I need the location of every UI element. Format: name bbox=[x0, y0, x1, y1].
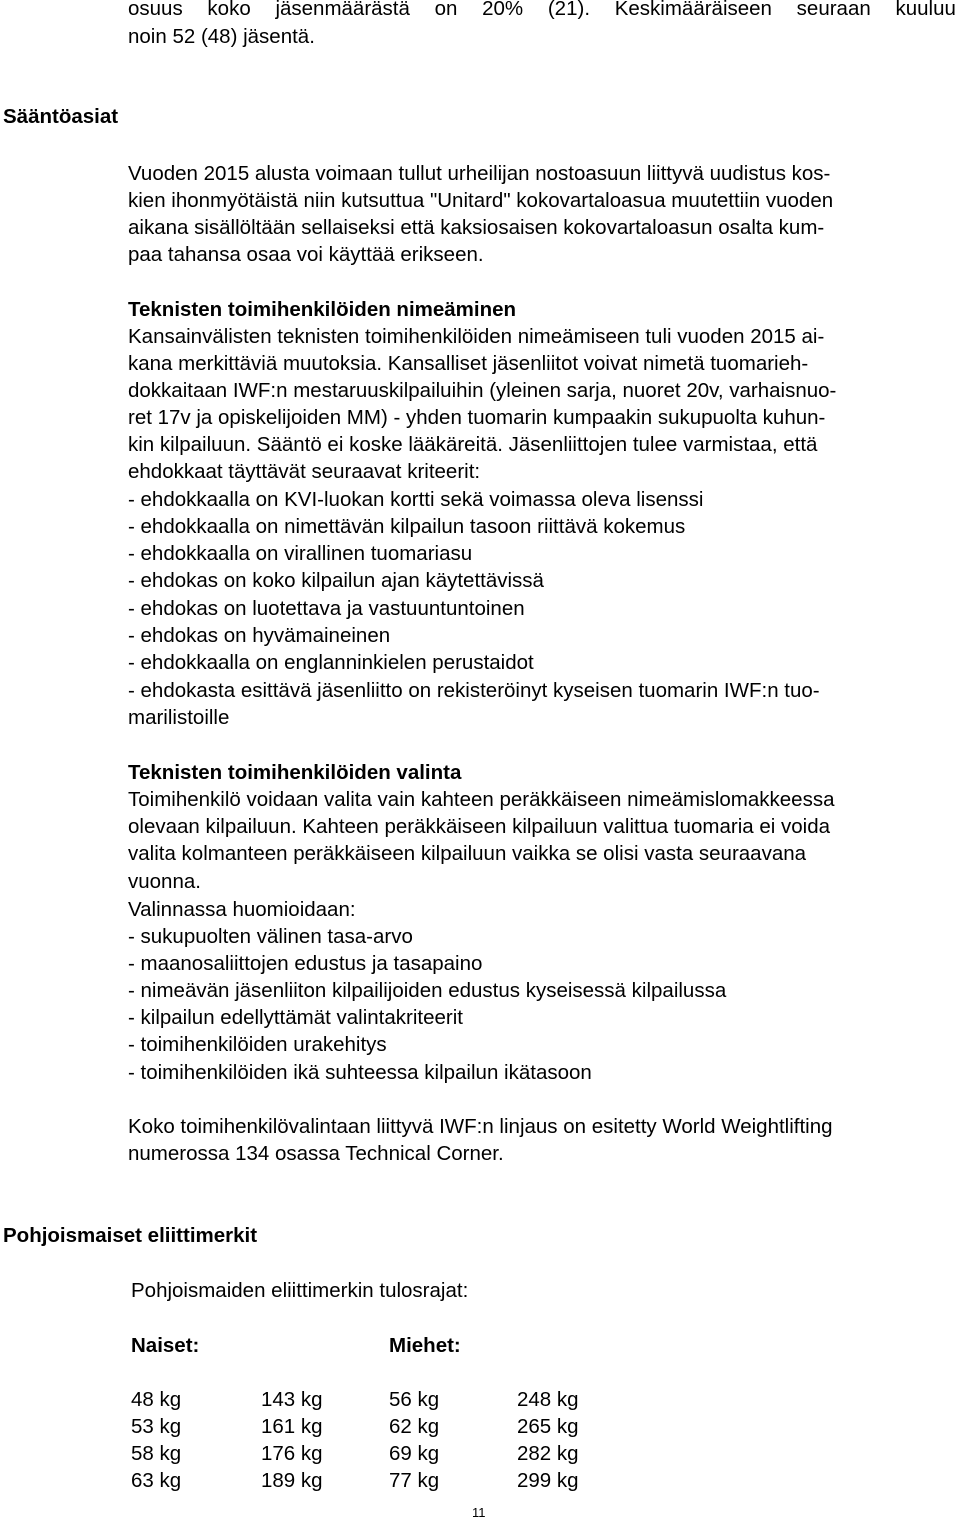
word: (21). bbox=[547, 0, 591, 20]
table-cell: 58 kg bbox=[131, 1442, 182, 1465]
nomination-criterion: - ehdokkaalla on KVI-luokan kortti sekä voimassa oleva lisenssi bbox=[128, 488, 704, 511]
table-cell: 62 kg bbox=[389, 1415, 440, 1438]
nomination-line: dokkaitaan IWF:n mestaruuskilpailuihin (yleinen sarja, nuoret 20v, varhaisnuo- bbox=[128, 379, 837, 402]
nomination-criterion: - ehdokasta esittävä jäsenliitto on rekisteröinyt kyseisen tuomarin IWF:n tuo- bbox=[128, 679, 820, 702]
nomination-line: kana merkittäviä muutoksia. Kansalliset jäsenliitot voivat nimetä tuomarieh- bbox=[128, 352, 809, 375]
selection-criterion: - sukupuolten välinen tasa-arvo bbox=[128, 925, 413, 948]
nomination-criterion: - ehdokkaalla on virallinen tuomariasu bbox=[128, 542, 473, 565]
selection-criteria-intro: Valinnassa huomioidaan: bbox=[128, 898, 356, 921]
nordic-intro: Pohjoismaiden eliittimerkin tulosrajat: bbox=[131, 1279, 469, 1302]
word: 20% bbox=[482, 0, 524, 20]
table-cell: 161 kg bbox=[261, 1415, 323, 1438]
word: koko bbox=[207, 0, 251, 20]
nomination-line: Kansainvälisten teknisten toimihenkilöiden nimeämiseen tuli vuoden 2015 ai- bbox=[128, 325, 825, 348]
table-cell: 299 kg bbox=[517, 1469, 579, 1492]
selection-criterion: - nimeävän jäsenliiton kilpailijoiden edustus kyseisessä kilpailussa bbox=[128, 979, 727, 1002]
table-cell: 248 kg bbox=[517, 1388, 579, 1411]
nomination-criterion: - ehdokas on koko kilpailun ajan käytettävissä bbox=[128, 569, 544, 592]
table-cell: 53 kg bbox=[131, 1415, 182, 1438]
nomination-line: ret 17v ja opiskelijoiden MM) - yhden tuomarin kumpaakin sukupuolta kuhun- bbox=[128, 406, 826, 429]
nomination-criterion: - ehdokkaalla on englanninkielen perustaidot bbox=[128, 651, 534, 674]
word: seuraan bbox=[796, 0, 871, 20]
section-heading-nomination: Teknisten toimihenkilöiden nimeäminen bbox=[128, 298, 517, 321]
table-cell: 63 kg bbox=[131, 1469, 182, 1492]
nomination-line: kin kilpailuun. Sääntö ei koske lääkäreitä. Jäsenliittojen tulee varmistaa, että bbox=[128, 433, 818, 456]
selection-line: valita kolmanteen peräkkäiseen kilpailuun vaikka se olisi vasta seuraavana bbox=[128, 842, 807, 865]
selection-line: Toimihenkilö voidaan valita vain kahteen peräkkäiseen nimeämislomakkeessa bbox=[128, 788, 835, 811]
word: jäsenmäärästä bbox=[275, 0, 410, 20]
word: kuuluu bbox=[895, 0, 956, 20]
rules-paragraph-line: Vuoden 2015 alusta voimaan tullut urheilijan nostoasuun liittyvä uudistus kos- bbox=[128, 162, 831, 185]
selection-criterion: - toimihenkilöiden ikä suhteessa kilpailun ikätasoon bbox=[128, 1061, 592, 1084]
nomination-line: ehdokkaat täyttävät seuraavat kriteerit: bbox=[128, 460, 481, 483]
selection-criterion: - toimihenkilöiden urakehitys bbox=[128, 1033, 387, 1056]
nomination-criterion: - ehdokas on hyvämaineinen bbox=[128, 624, 391, 647]
rules-paragraph-line: kien ihonmyötäistä niin kutsuttua "Unitard" kokovartaloasua muutettiin vuoden bbox=[128, 189, 834, 212]
selection-closing-line: Koko toimihenkilövalintaan liittyvä IWF:n linjaus on esitetty World Weightlifting bbox=[128, 1115, 833, 1138]
men-label: Miehet: bbox=[389, 1334, 461, 1357]
table-cell: 69 kg bbox=[389, 1442, 440, 1465]
nomination-criterion: - ehdokkaalla on nimettävän kilpailun tasoon riittävä kokemus bbox=[128, 515, 686, 538]
word: Keskimääräiseen bbox=[614, 0, 772, 20]
page-number: 11 bbox=[472, 1505, 486, 1520]
rules-paragraph-line: paa tahansa osaa voi käyttää erikseen. bbox=[128, 243, 484, 266]
word: on bbox=[434, 0, 458, 20]
table-cell: 265 kg bbox=[517, 1415, 579, 1438]
selection-line: vuonna. bbox=[128, 870, 201, 893]
nomination-criterion: marilistoille bbox=[128, 706, 230, 729]
table-cell: 282 kg bbox=[517, 1442, 579, 1465]
word: osuus bbox=[128, 0, 183, 20]
intro-line-2: noin 52 (48) jäsentä. bbox=[128, 25, 315, 48]
selection-closing-line: numerossa 134 osassa Technical Corner. bbox=[128, 1142, 504, 1165]
rules-paragraph-line: aikana sisällöltään sellaiseksi että kaksiosaisen kokovartaloasun osalta kum- bbox=[128, 216, 825, 239]
section-heading-rules: Sääntöasiat bbox=[3, 105, 119, 128]
table-cell: 176 kg bbox=[261, 1442, 323, 1465]
intro-line-1 bbox=[128, 0, 956, 22]
selection-line: olevaan kilpailuun. Kahteen peräkkäiseen kilpailuun valittua tuomaria ei voida bbox=[128, 815, 831, 838]
section-heading-selection: Teknisten toimihenkilöiden valinta bbox=[128, 761, 462, 784]
table-cell: 56 kg bbox=[389, 1388, 440, 1411]
section-heading-nordic: Pohjoismaiset eliittimerkit bbox=[3, 1224, 258, 1247]
nomination-criterion: - ehdokas on luotettava ja vastuuntuntoinen bbox=[128, 597, 525, 620]
table-cell: 143 kg bbox=[261, 1388, 323, 1411]
selection-criterion: - maanosaliittojen edustus ja tasapaino bbox=[128, 952, 483, 975]
selection-criterion: - kilpailun edellyttämät valintakriteerit bbox=[128, 1006, 463, 1029]
table-cell: 189 kg bbox=[261, 1469, 323, 1492]
table-cell: 77 kg bbox=[389, 1469, 440, 1492]
table-cell: 48 kg bbox=[131, 1388, 182, 1411]
women-label: Naiset: bbox=[131, 1334, 200, 1357]
